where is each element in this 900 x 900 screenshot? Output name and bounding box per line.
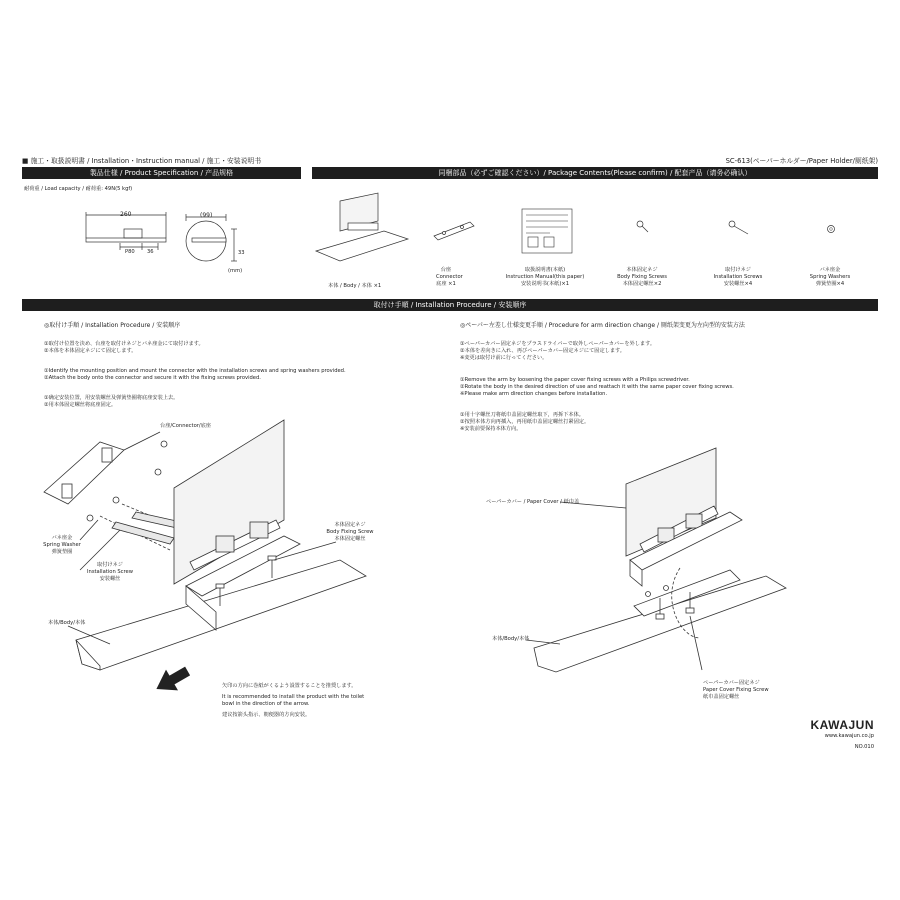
right-step-en-2: ②Rotate the body in the desired direction of use and reattach it with the same paper cover fixing screws.: [460, 384, 734, 390]
connector-label-en: Connector: [436, 274, 463, 280]
cover-screw-callout-en: Paper Cover Fixing Screw: [703, 687, 769, 693]
right-step-ja-3: ※変更は取付け前に行ってください。: [460, 355, 548, 361]
install-screw-illustration: [728, 220, 750, 236]
doc-number: NO.010: [854, 744, 874, 750]
right-steps-en: [460, 377, 734, 398]
left-steps-zh: [44, 395, 178, 409]
washers-label-ja: バネ座金: [819, 267, 841, 273]
right-steps-ja: [460, 341, 655, 362]
brand-logo: KAWAJUN: [810, 718, 874, 732]
cover-screw-callout-zh: 纸巾盖固定螺丝: [703, 694, 740, 700]
cover-screw-callout-ja: ペーパーカバー固定ネジ: [703, 680, 760, 686]
manual-label-ja: 取扱説明書(本紙): [524, 267, 566, 273]
right-step-zh-1: ①用十字螺丝刀将纸巾盖固定螺丝取下，再拆下本体。: [460, 412, 584, 418]
body-screw-callout-en: Body Fixing Screw: [326, 529, 374, 535]
right-step-ja-1: ①ペーパーカバー固定ネジをプラスドライバーで取外しペーパーカバーを外します。: [460, 341, 656, 347]
procedure-bar: 取付け手順 / Installation Procedure / 安装顺序: [22, 299, 878, 311]
unit-label: (mm): [228, 268, 243, 274]
washer-illustration: [826, 224, 836, 234]
dim-roll: (99): [200, 212, 213, 219]
manual-title: ■ 施工・取扱説明書 / Installation・Instruction manual / 施工・安装说明书: [22, 157, 261, 165]
right-step-en-1: ①Remove the arm by loosening the paper cover fixing screws with a Philips screwdriver.: [460, 377, 690, 383]
left-steps-en: [44, 368, 346, 382]
right-step-zh-2: ②按照本体方向再插入，再用纸巾盖固定螺丝打紧固定。: [460, 419, 590, 425]
body-screws-label: [612, 267, 672, 288]
body-screw-callout-zh: 本体固定螺丝: [334, 536, 366, 542]
dim-36: 36: [147, 249, 154, 255]
spec-bar: 製品仕様 / Product Specification / 产品规格: [22, 167, 301, 179]
arrow-note: [222, 683, 364, 719]
washers-label: [805, 267, 855, 288]
washer-callout-en: Spring Washer: [43, 542, 81, 548]
install-screw-callout-zh: 安装螺丝: [99, 576, 121, 582]
connector-label: [436, 267, 463, 288]
left-step-zh-2: ②用本体固定螺丝将底座固定。: [44, 402, 117, 408]
right-steps-zh: [460, 412, 589, 433]
body-illustration: [312, 193, 412, 273]
washers-label-zh: 弹簧垫圈×4: [815, 281, 845, 287]
connector-label-zh: 底座 ×1: [436, 281, 456, 287]
dim-33: 33: [238, 250, 245, 256]
left-step-en-1: ①Identify the mounting position and mount the connector with the installation screws and spring washers provided.: [44, 368, 346, 374]
right-heading: ◎ペーパー左差し仕様変更手順 / Procedure for arm direction change / 厕纸架变更为左向型的安装方法: [460, 322, 745, 329]
right-step-en-3: ※Please make arm direction changes before installation.: [460, 391, 608, 397]
body-screws-label-en: Body Fixing Screws: [617, 274, 667, 280]
dimension-drawing: [80, 205, 250, 280]
left-heading: ◎取付け手順 / Installation Procedure / 安装顺序: [44, 322, 181, 329]
body-screws-label-ja: 本体固定ネジ: [626, 267, 658, 273]
connector-illustration: [432, 220, 477, 242]
arrow-note-zh: 建议按箭头指示、朝便器的方向安装。: [222, 712, 311, 718]
load-capacity: 耐荷重 / Load capacity / 耐荷重: 49N(5 kgf): [24, 186, 133, 192]
contents-bar: 同梱部品（必ずご確認ください）/ Package Contents(Please confirm) / 配套产品（请务必确认）: [312, 167, 878, 179]
body-callout-right: 本体/Body/本体: [492, 636, 530, 642]
model-title: SC-613(ペーパーホルダー/Paper Holder/厕纸架): [725, 157, 878, 165]
brand-url: www.kawajun.co.jp: [824, 733, 874, 739]
install-screw-callout-en: Installation Screw: [87, 569, 133, 575]
washer-callout: [40, 535, 84, 556]
arrow-note-en-2: bowl in the direction of the arrow.: [222, 701, 310, 707]
install-screws-label-zh: 安装螺丝×4: [723, 281, 753, 287]
body-screw-callout: [322, 522, 378, 543]
install-screw-callout: [82, 562, 138, 583]
left-step-ja-1: ①取付け位置を決め、台座を取付けネジとバネ座金にて取付けます。: [44, 341, 204, 347]
dim-width: 260: [120, 211, 132, 218]
manual-label: [500, 267, 590, 288]
manual-label-en: Instruction Manual(this paper): [505, 274, 585, 280]
cover-screw-callout: [703, 680, 769, 701]
install-screws-label-en: Installation Screws: [713, 274, 763, 280]
washer-callout-zh: 弹簧垫圈: [51, 549, 73, 555]
connector-label-ja: 台座: [440, 267, 452, 273]
left-step-en-2: ②Attach the body onto the connector and secure it with the fixing screws provided.: [44, 375, 261, 381]
manual-illustration: [520, 207, 575, 257]
install-screws-label-ja: 取付けネジ: [725, 267, 751, 273]
cover-callout: ペーパーカバー / Paper Cover / 纸巾盖: [486, 499, 580, 505]
body-screws-label-zh: 本体固定螺丝×2: [622, 281, 662, 287]
arm-change-diagram: [530, 448, 790, 708]
right-step-zh-3: ※安装前要保持本体方向。: [460, 426, 522, 432]
body-callout-left: 本体/Body/本体: [48, 620, 86, 626]
connector-callout: 台座/Connector/底座: [160, 423, 212, 429]
washers-label-en: Spring Washers: [809, 274, 851, 280]
arrow-note-ja: 矢印の方向に巻紙がくるよう設置することを推奨します。: [222, 683, 357, 689]
body-screw-callout-ja: 本体固定ネジ: [334, 522, 366, 528]
washer-callout-ja: バネ座金: [51, 535, 73, 541]
left-step-zh-1: ①确定安装位置，用安装螺丝及弹簧垫圈将底座安装上去。: [44, 395, 179, 401]
left-steps-ja: [44, 341, 204, 355]
body-part-label: 本体 / Body / 本体 ×1: [328, 283, 382, 289]
dim-p: P80: [125, 249, 135, 255]
arrow-note-en-1: It is recommended to install the product with the toilet: [222, 694, 365, 700]
manual-label-zh: 安装说明书(本纸)×1: [520, 281, 569, 287]
right-step-ja-2: ②本体を差向きに入れ、再びペーパーカバー固定ネジにて固定します。: [460, 348, 625, 354]
left-step-ja-2: ②本体を本体固定ネジにて固定します。: [44, 348, 137, 354]
body-screw-illustration: [636, 220, 650, 234]
install-screw-callout-ja: 取付けネジ: [97, 562, 123, 568]
install-screws-label: [708, 267, 768, 288]
